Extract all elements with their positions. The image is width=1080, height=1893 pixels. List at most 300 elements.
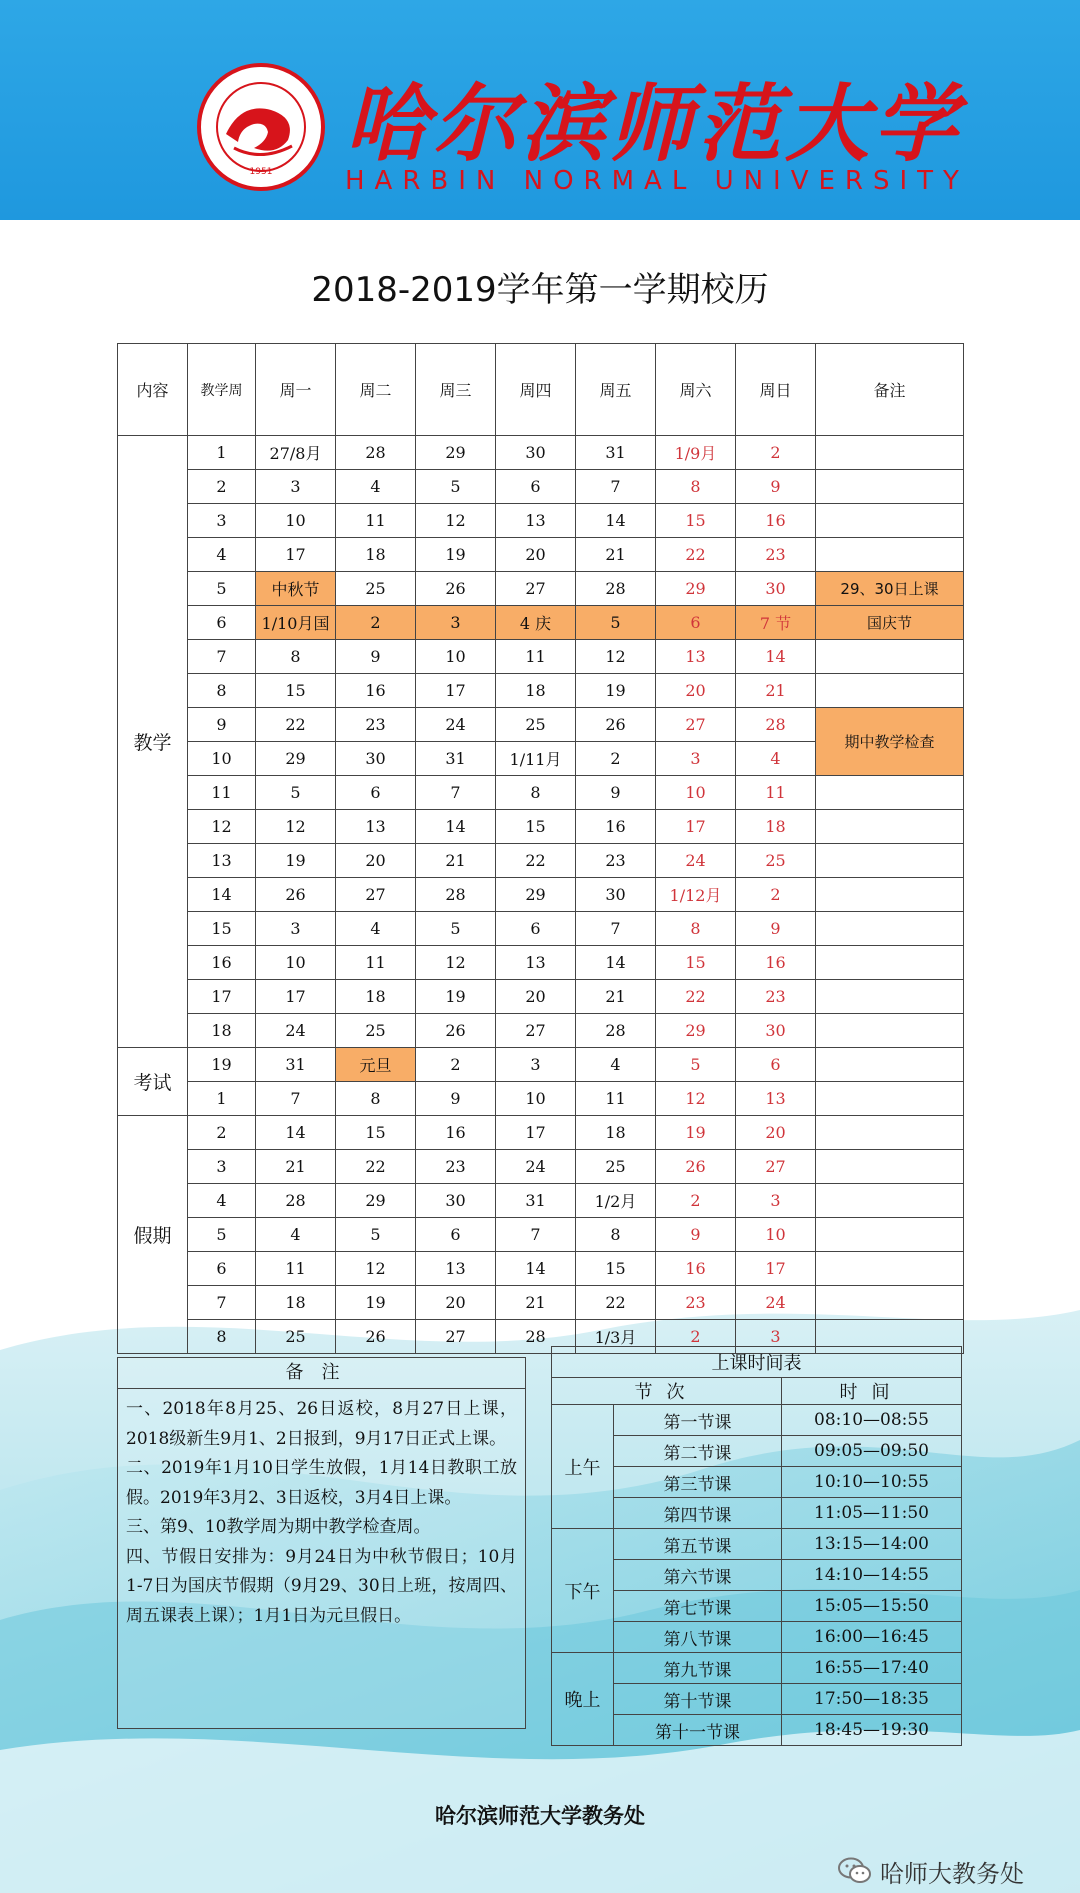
day-cell: 28 [416, 878, 496, 912]
day-cell: 2 [736, 436, 816, 470]
header-remarks: 备注 [816, 344, 964, 436]
day-cell: 30 [496, 436, 576, 470]
class-time-cell: 15:05—15:50 [782, 1591, 962, 1622]
day-cell: 16 [416, 1116, 496, 1150]
day-cell: 21 [416, 844, 496, 878]
day-cell: 22 [496, 844, 576, 878]
day-cell: 23 [656, 1286, 736, 1320]
day-cell: 26 [256, 878, 336, 912]
week-number-cell: 9 [188, 708, 256, 742]
day-cell: 23 [416, 1150, 496, 1184]
week-number-cell: 8 [188, 674, 256, 708]
day-cell: 20 [496, 980, 576, 1014]
week-number-cell: 16 [188, 946, 256, 980]
class-time-cell: 18:45—19:30 [782, 1715, 962, 1746]
day-cell: 24 [656, 844, 736, 878]
day-cell: 11 [496, 640, 576, 674]
remark-cell-empty [816, 640, 964, 674]
day-cell: 5 [416, 912, 496, 946]
calendar-row [118, 1082, 964, 1116]
day-cell: 8 [576, 1218, 656, 1252]
day-cell: 30 [416, 1184, 496, 1218]
day-cell: 7 [576, 470, 656, 504]
week-number-cell: 11 [188, 776, 256, 810]
day-cell: 13 [736, 1082, 816, 1116]
schedule-body [552, 1347, 962, 1746]
day-cell: 23 [336, 708, 416, 742]
note-item: 三、第9、10教学周为期中教学检查周。 [126, 1517, 431, 1537]
day-cell: 31 [496, 1184, 576, 1218]
week-number-cell: 19 [188, 1048, 256, 1082]
day-cell: 17 [256, 980, 336, 1014]
calendar-row [118, 436, 964, 470]
week-number-cell: 5 [188, 572, 256, 606]
page-title: 2018-2019学年第一学期校历 [311, 270, 769, 310]
day-cell: 12 [416, 504, 496, 538]
day-cell: 11 [736, 776, 816, 810]
calendar-row [118, 674, 964, 708]
schedule-row [552, 1684, 962, 1715]
day-cell: 1/9月 [656, 436, 736, 470]
day-cell: 2 [736, 878, 816, 912]
day-cell: 11 [256, 1252, 336, 1286]
day-cell: 5 [416, 470, 496, 504]
day-cell: 18 [336, 538, 416, 572]
class-time-cell: 14:10—14:55 [782, 1560, 962, 1591]
schedule-row [552, 1405, 962, 1436]
day-cell: 25 [496, 708, 576, 742]
category-cell: 假期 [118, 1116, 188, 1354]
remark-cell-empty [816, 1116, 964, 1150]
day-cell: 23 [736, 980, 816, 1014]
class-name-cell: 第十一节课 [614, 1715, 782, 1746]
day-cell: 12 [416, 946, 496, 980]
day-cell: 1/2月 [576, 1184, 656, 1218]
day-cell: 24 [256, 1014, 336, 1048]
day-cell: 27/8月 [256, 436, 336, 470]
day-cell: 15 [256, 674, 336, 708]
class-time-cell: 17:50—18:35 [782, 1684, 962, 1715]
day-cell: 30 [736, 572, 816, 606]
calendar-row [118, 946, 964, 980]
day-cell: 24 [496, 1150, 576, 1184]
day-cell: 16 [736, 504, 816, 538]
day-cell: 14 [496, 1252, 576, 1286]
remark-cell-empty [816, 674, 964, 708]
day-cell: 10 [256, 946, 336, 980]
day-cell: 12 [256, 810, 336, 844]
day-cell: 22 [656, 538, 736, 572]
day-cell: 19 [656, 1116, 736, 1150]
week-number-cell: 1 [188, 436, 256, 470]
day-cell: 26 [416, 572, 496, 606]
day-cell: 15 [576, 1252, 656, 1286]
day-cell: 16 [656, 1252, 736, 1286]
class-time-cell: 16:00—16:45 [782, 1622, 962, 1653]
day-cell: 13 [496, 504, 576, 538]
day-cell: 6 [336, 776, 416, 810]
day-cell: 30 [336, 742, 416, 776]
remark-cell-empty [816, 538, 964, 572]
day-cell: 17 [416, 674, 496, 708]
day-cell: 2 [416, 1048, 496, 1082]
day-cell: 8 [496, 776, 576, 810]
day-cell: 17 [256, 538, 336, 572]
day-cell: 16 [336, 674, 416, 708]
remark-cell: 29、30日上课 [816, 572, 964, 606]
category-cell: 教学 [118, 436, 188, 1048]
calendar-row [118, 1218, 964, 1252]
day-cell: 17 [496, 1116, 576, 1150]
day-cell: 10 [256, 504, 336, 538]
week-number-cell: 8 [188, 1320, 256, 1354]
day-cell: 8 [336, 1082, 416, 1116]
class-name-cell: 第二节课 [614, 1436, 782, 1467]
day-cell: 26 [336, 1320, 416, 1354]
day-cell: 4 [336, 470, 416, 504]
calendar-row [118, 470, 964, 504]
remark-cell-empty [816, 980, 964, 1014]
class-schedule-table [551, 1346, 962, 1746]
day-cell: 12 [656, 1082, 736, 1116]
day-cell: 5 [256, 776, 336, 810]
calendar-row [118, 1116, 964, 1150]
schedule-row [552, 1653, 962, 1684]
day-cell: 27 [496, 1014, 576, 1048]
university-name-cn: 哈尔滨师范大学 [345, 75, 962, 173]
day-cell: 11 [336, 504, 416, 538]
day-cell: 29 [496, 878, 576, 912]
day-cell: 4 [736, 742, 816, 776]
remark-cell-empty [816, 1150, 964, 1184]
day-cell: 31 [416, 742, 496, 776]
day-cell: 29 [656, 572, 736, 606]
day-cell: 20 [336, 844, 416, 878]
day-cell: 3 [496, 1048, 576, 1082]
schedule-row [552, 1529, 962, 1560]
class-time-cell: 10:10—10:55 [782, 1467, 962, 1498]
day-cell: 14 [256, 1116, 336, 1150]
header-tuesday: 周二 [336, 344, 416, 436]
week-number-cell: 4 [188, 538, 256, 572]
day-cell: 18 [576, 1116, 656, 1150]
schedule-row [552, 1436, 962, 1467]
day-cell: 17 [736, 1252, 816, 1286]
week-number-cell: 2 [188, 470, 256, 504]
day-cell: 21 [576, 980, 656, 1014]
day-cell: 4 庆 [496, 606, 576, 640]
week-number-cell: 10 [188, 742, 256, 776]
wechat-watermark [838, 1855, 1078, 1887]
remark-cell-empty [816, 776, 964, 810]
class-name-cell: 第八节课 [614, 1622, 782, 1653]
remark-cell-empty [816, 1286, 964, 1320]
day-cell: 4 [256, 1218, 336, 1252]
day-cell: 28 [576, 1014, 656, 1048]
day-cell: 6 [416, 1218, 496, 1252]
day-cell: 4 [576, 1048, 656, 1082]
day-cell: 28 [336, 436, 416, 470]
day-cell: 25 [576, 1150, 656, 1184]
day-cell: 21 [496, 1286, 576, 1320]
day-cell: 9 [656, 1218, 736, 1252]
period-cell: 晚上 [552, 1653, 614, 1746]
schedule-row [552, 1591, 962, 1622]
day-cell: 19 [416, 538, 496, 572]
calendar-row [118, 1252, 964, 1286]
remark-cell-empty [816, 946, 964, 980]
day-cell: 11 [336, 946, 416, 980]
note-item: 二、2019年1月10日学生放假，1月14日教职工放假。2019年3月2、3日返校，3月4日上课。 [126, 1458, 517, 1508]
day-cell: 9 [416, 1082, 496, 1116]
calendar-row [118, 1048, 964, 1082]
day-cell: 19 [576, 674, 656, 708]
day-cell: 2 [656, 1184, 736, 1218]
schedule-row [552, 1560, 962, 1591]
day-cell: 22 [576, 1286, 656, 1320]
remark-cell-empty [816, 844, 964, 878]
day-cell: 5 [336, 1218, 416, 1252]
day-cell: 3 [736, 1184, 816, 1218]
day-cell: 23 [576, 844, 656, 878]
calendar-row [118, 912, 964, 946]
day-cell: 2 [576, 742, 656, 776]
week-number-cell: 6 [188, 606, 256, 640]
schedule-caption: 上课时间表 [552, 1347, 962, 1378]
remark-cell-empty [816, 1218, 964, 1252]
schedule-row [552, 1715, 962, 1746]
week-number-cell: 17 [188, 980, 256, 1014]
note-item: 四、节假日安排为：9月24日为中秋节假日；10月1-7日为国庆节假期（9月29、30日上班，按周四、周五课表上课）；1月1日为元旦假日。 [126, 1546, 517, 1626]
day-cell: 1/10月国 [256, 606, 336, 640]
day-cell: 12 [336, 1252, 416, 1286]
day-cell: 14 [736, 640, 816, 674]
schedule-header-period: 节次 [552, 1378, 782, 1405]
week-number-cell: 4 [188, 1184, 256, 1218]
week-number-cell: 14 [188, 878, 256, 912]
calendar-row [118, 504, 964, 538]
remark-cell-empty [816, 504, 964, 538]
day-cell: 16 [736, 946, 816, 980]
week-number-cell: 1 [188, 1082, 256, 1116]
day-cell: 23 [736, 538, 816, 572]
day-cell: 21 [736, 674, 816, 708]
day-cell: 6 [496, 470, 576, 504]
day-cell: 31 [576, 436, 656, 470]
calendar-row [118, 1184, 964, 1218]
day-cell: 18 [736, 810, 816, 844]
day-cell: 7 [256, 1082, 336, 1116]
category-cell: 考试 [118, 1048, 188, 1116]
day-cell: 13 [496, 946, 576, 980]
day-cell: 6 [496, 912, 576, 946]
class-time-cell: 11:05—11:50 [782, 1498, 962, 1529]
notes-body [118, 1389, 525, 1631]
day-cell: 29 [656, 1014, 736, 1048]
day-cell: 29 [256, 742, 336, 776]
day-cell: 9 [336, 640, 416, 674]
day-cell: 5 [656, 1048, 736, 1082]
day-cell: 24 [416, 708, 496, 742]
note-item: 一、2018年8月25、26日返校，8月27日上课，2018级新生9月1、2日报到，9月17日正式上课。 [126, 1399, 517, 1449]
day-cell: 14 [576, 946, 656, 980]
day-cell: 18 [496, 674, 576, 708]
day-cell: 8 [256, 640, 336, 674]
day-cell: 7 节 [736, 606, 816, 640]
header-banner [0, 0, 1080, 220]
day-cell: 10 [416, 640, 496, 674]
schedule-row [552, 1498, 962, 1529]
header-thursday: 周四 [496, 344, 576, 436]
remark-cell-empty [816, 1048, 964, 1082]
day-cell: 29 [416, 436, 496, 470]
week-number-cell: 7 [188, 640, 256, 674]
class-time-cell: 13:15—14:00 [782, 1529, 962, 1560]
day-cell: 26 [656, 1150, 736, 1184]
remark-cell-empty [816, 470, 964, 504]
day-cell: 17 [656, 810, 736, 844]
schedule-row [552, 1622, 962, 1653]
day-cell: 20 [496, 538, 576, 572]
day-cell: 19 [416, 980, 496, 1014]
calendar-row [118, 640, 964, 674]
week-number-cell: 18 [188, 1014, 256, 1048]
header-saturday: 周六 [656, 344, 736, 436]
day-cell: 7 [496, 1218, 576, 1252]
remark-cell: 国庆节 [816, 606, 964, 640]
day-cell: 18 [256, 1286, 336, 1320]
header-friday: 周五 [576, 344, 656, 436]
day-cell: 20 [416, 1286, 496, 1320]
week-number-cell: 5 [188, 1218, 256, 1252]
calendar-row [118, 708, 964, 742]
day-cell: 15 [336, 1116, 416, 1150]
header-wednesday: 周三 [416, 344, 496, 436]
day-cell: 27 [416, 1320, 496, 1354]
calendar-row [118, 538, 964, 572]
calendar-row [118, 776, 964, 810]
day-cell: 15 [656, 504, 736, 538]
class-name-cell: 第五节课 [614, 1529, 782, 1560]
day-cell: 26 [416, 1014, 496, 1048]
class-name-cell: 第四节课 [614, 1498, 782, 1529]
class-name-cell: 第十节课 [614, 1684, 782, 1715]
calendar-header-row [118, 344, 964, 436]
period-cell: 上午 [552, 1405, 614, 1529]
day-cell: 29 [336, 1184, 416, 1218]
calendar-row [118, 572, 964, 606]
calendar-row [118, 878, 964, 912]
day-cell: 26 [576, 708, 656, 742]
day-cell: 元旦 [336, 1048, 416, 1082]
period-cell: 下午 [552, 1529, 614, 1653]
day-cell: 3 [256, 470, 336, 504]
day-cell: 中秋节 [256, 572, 336, 606]
class-name-cell: 第一节课 [614, 1405, 782, 1436]
day-cell: 10 [736, 1218, 816, 1252]
day-cell: 4 [336, 912, 416, 946]
day-cell: 15 [496, 810, 576, 844]
day-cell: 14 [416, 810, 496, 844]
calendar-row [118, 980, 964, 1014]
remark-cell-empty [816, 912, 964, 946]
day-cell: 20 [656, 674, 736, 708]
day-cell: 10 [496, 1082, 576, 1116]
day-cell: 16 [576, 810, 656, 844]
notes-title: 备注 [118, 1358, 525, 1389]
day-cell: 25 [736, 844, 816, 878]
header-monday: 周一 [256, 344, 336, 436]
class-time-cell: 09:05—09:50 [782, 1436, 962, 1467]
day-cell: 19 [336, 1286, 416, 1320]
day-cell: 28 [496, 1320, 576, 1354]
header-content: 内容 [118, 344, 188, 436]
day-cell: 18 [336, 980, 416, 1014]
day-cell: 8 [656, 912, 736, 946]
day-cell: 31 [256, 1048, 336, 1082]
remark-cell-empty [816, 810, 964, 844]
day-cell: 27 [336, 878, 416, 912]
day-cell: 10 [656, 776, 736, 810]
day-cell: 5 [576, 606, 656, 640]
class-name-cell: 第三节课 [614, 1467, 782, 1498]
header-sunday: 周日 [736, 344, 816, 436]
class-name-cell: 第九节课 [614, 1653, 782, 1684]
day-cell: 9 [736, 470, 816, 504]
week-number-cell: 3 [188, 504, 256, 538]
day-cell: 15 [656, 946, 736, 980]
day-cell: 24 [736, 1286, 816, 1320]
day-cell: 3 [256, 912, 336, 946]
day-cell: 2 [656, 1320, 736, 1354]
day-cell: 8 [656, 470, 736, 504]
day-cell: 11 [576, 1082, 656, 1116]
day-cell: 19 [256, 844, 336, 878]
day-cell: 13 [416, 1252, 496, 1286]
university-name-en: HARBIN NORMAL UNIVERSITY [345, 166, 969, 196]
calendar-body [118, 436, 964, 1354]
week-number-cell: 3 [188, 1150, 256, 1184]
remark-cell-empty [816, 878, 964, 912]
day-cell: 22 [336, 1150, 416, 1184]
calendar-row [118, 1286, 964, 1320]
day-cell: 14 [576, 504, 656, 538]
university-logo-icon [196, 62, 326, 192]
week-number-cell: 15 [188, 912, 256, 946]
day-cell: 7 [576, 912, 656, 946]
remark-cell-empty [816, 436, 964, 470]
remark-cell-empty [816, 1252, 964, 1286]
notes-box [117, 1357, 526, 1729]
day-cell: 25 [336, 1014, 416, 1048]
calendar-row [118, 844, 964, 878]
day-cell: 28 [736, 708, 816, 742]
week-number-cell: 2 [188, 1116, 256, 1150]
day-cell: 6 [656, 606, 736, 640]
day-cell: 1/3月 [576, 1320, 656, 1354]
class-time-cell: 16:55—17:40 [782, 1653, 962, 1684]
calendar-table [117, 343, 964, 1354]
calendar-row [118, 1014, 964, 1048]
day-cell: 25 [336, 572, 416, 606]
day-cell: 9 [576, 776, 656, 810]
day-cell: 12 [576, 640, 656, 674]
week-number-cell: 6 [188, 1252, 256, 1286]
day-cell: 27 [496, 572, 576, 606]
day-cell: 20 [736, 1116, 816, 1150]
remark-cell-empty [816, 1184, 964, 1218]
calendar-row [118, 606, 964, 640]
